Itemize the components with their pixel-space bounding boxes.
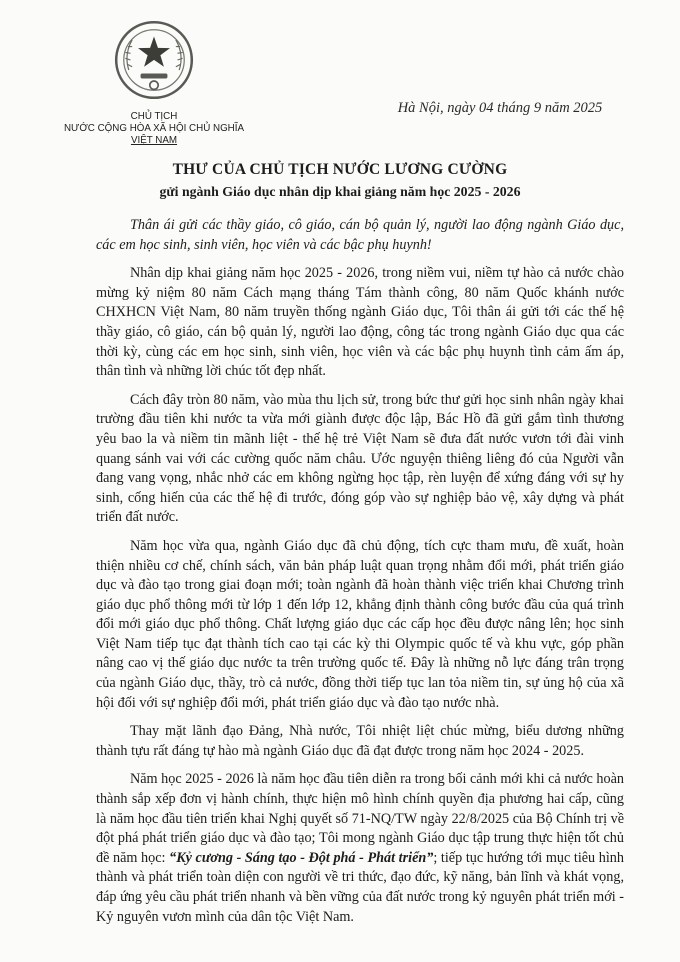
date-line: Hà Nội, ngày 04 tháng 9 năm 2025 [397, 100, 603, 116]
body-paragraph-2: Cách đây tròn 80 năm, vào mùa thu lịch sử, trong bức thư gửi học sinh nhân ngày khai trường đầu tiên khi nước ta vừa mới giành được độc lập, Bác Hồ đã gửi gắm tình thương yêu bao la và niềm tin mãnh liệt - thế hệ trẻ Việt Nam sẽ đưa đất nước vươn tới đài vinh quang sánh vai với các cường quốc năm châu. Ước nguyện thiêng liêng đó của Người vẫn đang vang vọng, nhắc nhở các em không ngừng học tập, rèn luyện để xứng đáng với sự hy sinh, cống hiến của các thế hệ đi trước, đóng góp vào sự nghiệp bảo vệ, xây dựng và phát triển đất nước. [96, 391, 624, 526]
final-paragraph-intro: Năm học 2025 - 2026 là năm học đầu tiên diễn ra trong bối cảnh mới khi cả nước hoàn thành sắp xếp đơn vị hành chính, thực hiện mô hình chính quyền địa phương hai cấp, cũng là năm học đầu tiên triển khai Nghị quyết số 71-NQ/TW ngày 22/8/2025 của Bộ Chính trị về đột phá phát triển giáo dục và đào tạo; Tôi mong ngành Giáo dục tập trung thực hiện tốt chủ đề năm học: [96, 771, 624, 866]
body-paragraph-3: Năm học vừa qua, ngành Giáo dục đã chủ động, tích cực tham mưu, đề xuất, hoàn thiện nhiều cơ chế, chính sách, văn bản pháp luật quan trọng nhằm đổi mới, phát triển giáo dục và đào tạo trong giai đoạn mới; toàn ngành đã hoàn thành việc triển khai Chương trình giáo dục phổ thông mới từ lớp 1 đến lớp 12, khẳng định thành công bước đầu của quá trình đổi mới giáo dục phổ thông. Chất lượng giáo dục các cấp học đều được nâng lên; học sinh Việt Nam tiếp tục đạt thành tích cao tại các kỳ thi Olympic quốc tế và khu vực, góp phần nâng cao vị thế giáo dục nước ta trên trường quốc tế. Đây là những nỗ lực đáng trân trọng của ngành Giáo dục, thầy, trò cả nước, đồng thời tiếp tục lan tỏa niềm tin, sự ủng hộ của xã hội đối với sự nghiệp đổi mới, phát triển giáo dục và đào tạo nước nhà. [96, 537, 624, 711]
letter-body [96, 216, 624, 937]
school-year-slogan: “Kỷ cương - Sáng tạo - Đột phá - Phát triển” [169, 849, 434, 866]
body-paragraph-4: Thay mặt lãnh đạo Đảng, Nhà nước, Tôi nhiệt liệt chúc mừng, biểu dương những thành tựu rất đáng tự hào mà ngành Giáo dục đã đạt được trong năm học 2024 - 2025. [96, 723, 624, 759]
letter-subtitle: gửi ngành Giáo dục nhân dịp khai giảng năm học 2025 - 2026 [159, 184, 521, 199]
body-paragraph-5 [96, 770, 624, 927]
issuer-title: CHỦ TỊCH [130, 111, 178, 122]
issuer-country-line: NƯỚC CỘNG HÒA XÃ HỘI CHỦ NGHĨA [63, 123, 245, 134]
body-paragraph-1: Nhân dịp khai giảng năm học 2025 - 2026, trong niềm vui, niềm tự hào cả nước chào mừng kỷ niệm 80 năm Cách mạng tháng Tám thành công, 80 năm Quốc khánh nước CHXHCN Việt Nam, 80 năm truyền thống ngành Giáo dục, Tôi thân ái gửi tới các thế hệ thầy giáo, cô giáo, cán bộ quản lý, người lao động, công tác trong ngành Giáo dục qua các thời kỳ, cùng các em học sinh, sinh viên, học viên và các bậc phụ huynh tình cảm ấm áp, thân tình và những lời chúc tốt đẹp nhất. [96, 265, 624, 380]
greeting-paragraph: Thân ái gửi các thầy giáo, cô giáo, cán bộ quản lý, người lao động ngành Giáo dục, các em học sinh, sinh viên, học viên và các bậc phụ huynh! [96, 217, 624, 253]
issuer-block [44, 111, 264, 147]
final-paragraph-conclusion: ; tiếp tục hướng tới mục tiêu hình thành và phát triển toàn diện con người về tri thức, đạo đức, kỹ năng, bản lĩnh và khát vọng, đáp ứng yêu cầu phát triển nhanh và bền vững của đất nước trong kỷ nguyên phát triển mới - Kỷ nguyên vươn mình của dân tộc Việt Nam. [96, 849, 624, 925]
issuer-country-name: VIỆT NAM [130, 135, 178, 146]
national-emblem-icon [112, 18, 196, 102]
letter-title: THƯ CỦA CHỦ TỊCH NƯỚC LƯƠNG CƯỜNG [172, 161, 508, 178]
